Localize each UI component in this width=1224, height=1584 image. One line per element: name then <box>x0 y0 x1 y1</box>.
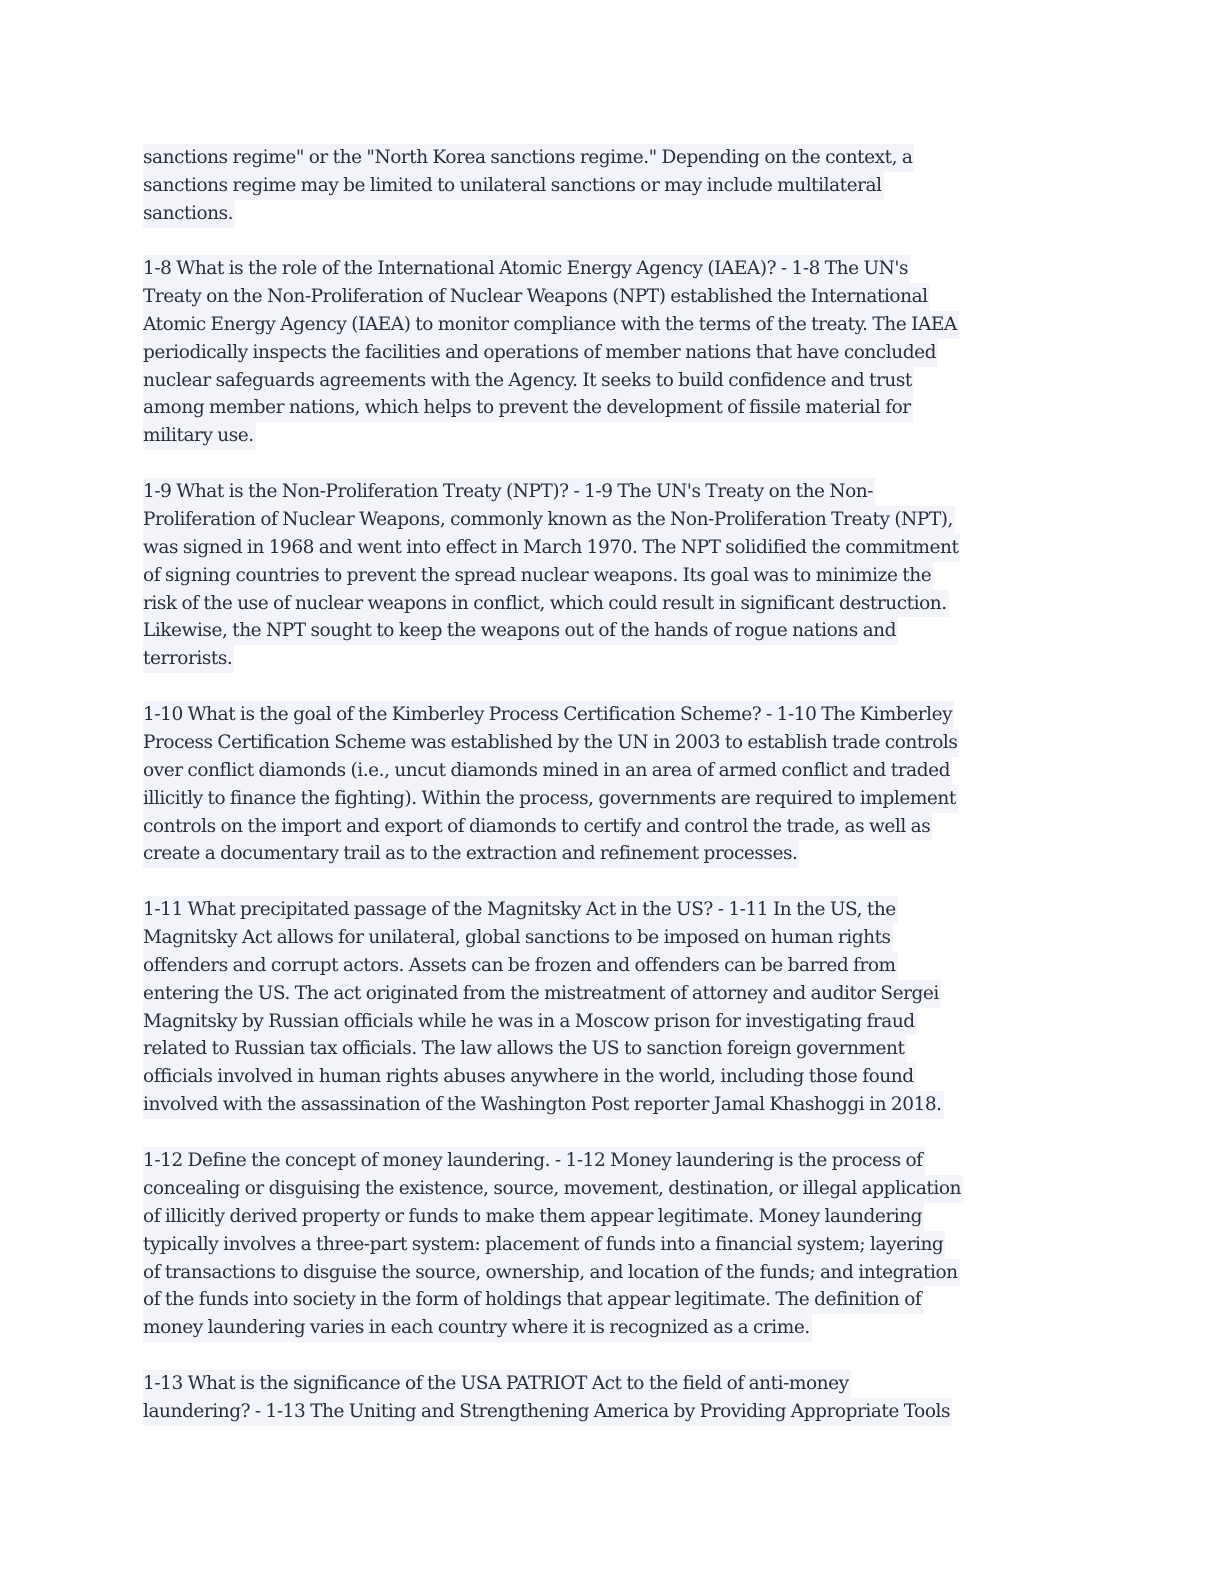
text-line: entering the US. The act originated from the mistreatment of attorney and auditor Sergei <box>143 980 944 1008</box>
text-line: Magnitsky by Russian officials while he was in a Moscow prison for investigating fraud <box>143 1008 944 1036</box>
text-line: involved with the assassination of the Washington Post reporter Jamal Khashoggi in 2018. <box>143 1091 944 1119</box>
text-line: of transactions to disguise the source, ownership, and location of the funds; and integration <box>143 1259 963 1287</box>
text-line: over conflict diamonds (i.e., uncut diamonds mined in an area of armed conflict and traded <box>143 757 959 785</box>
paragraph-1-11-magnitsky <box>143 896 944 1119</box>
paragraph-sanctions-regime <box>143 144 914 228</box>
text-line: of illicitly derived property or funds to make them appear legitimate. Money laundering <box>143 1203 963 1231</box>
text-line: Proliferation of Nuclear Weapons, commonly known as the Non-Proliferation Treaty (NPT), <box>143 506 960 534</box>
text-line: military use. <box>143 422 959 450</box>
text-line: 1-13 What is the significance of the USA PATRIOT Act to the field of anti-money <box>143 1370 952 1398</box>
text-line: offenders and corrupt actors. Assets can be frozen and offenders can be barred from <box>143 952 944 980</box>
text-line: sanctions regime may be limited to unilateral sanctions or may include multilateral <box>143 172 914 200</box>
text-line: Magnitsky Act allows for unilateral, global sanctions to be imposed on human rights <box>143 924 944 952</box>
text-line: among member nations, which helps to prevent the development of fissile material for <box>143 394 959 422</box>
paragraph-1-13-patriot-act <box>143 1370 952 1426</box>
text-line: sanctions regime" or the "North Korea sanctions regime." Depending on the context, a <box>143 144 914 172</box>
text-line: periodically inspects the facilities and operations of member nations that have concluded <box>143 339 959 367</box>
text-line: controls on the import and export of diamonds to certify and control the trade, as well as <box>143 813 959 841</box>
text-line: risk of the use of nuclear weapons in conflict, which could result in significant destruction. <box>143 590 960 618</box>
paragraph-1-10-kimberley <box>143 701 959 868</box>
text-line: related to Russian tax officials. The law allows the US to sanction foreign government <box>143 1035 944 1063</box>
text-line: 1-8 What is the role of the International Atomic Energy Agency (IAEA)? - 1-8 The UN's <box>143 255 959 283</box>
text-line: 1-10 What is the goal of the Kimberley Process Certification Scheme? - 1-10 The Kimberley <box>143 701 959 729</box>
text-line: illicitly to finance the fighting). Within the process, governments are required to implement <box>143 785 959 813</box>
text-line: terrorists. <box>143 645 960 673</box>
text-line: typically involves a three-part system: placement of funds into a financial system; layering <box>143 1231 963 1259</box>
text-line: 1-11 What precipitated passage of the Magnitsky Act in the US? - 1-11 In the US, the <box>143 896 944 924</box>
paragraph-1-8-iaea <box>143 255 959 450</box>
text-line: 1-12 Define the concept of money laundering. - 1-12 Money laundering is the process of <box>143 1147 963 1175</box>
text-line: laundering? - 1-13 The Uniting and Strengthening America by Providing Appropriate Tools <box>143 1398 952 1426</box>
text-line: sanctions. <box>143 200 914 228</box>
text-line: nuclear safeguards agreements with the Agency. It seeks to build confidence and trust <box>143 367 959 395</box>
text-line: was signed in 1968 and went into effect in March 1970. The NPT solidified the commitment <box>143 534 960 562</box>
text-line: concealing or disguising the existence, source, movement, destination, or illegal application <box>143 1175 963 1203</box>
text-line: Treaty on the Non-Proliferation of Nuclear Weapons (NPT) established the International <box>143 283 959 311</box>
text-line: create a documentary trail as to the extraction and refinement processes. <box>143 840 959 868</box>
text-line: of signing countries to prevent the spread nuclear weapons. Its goal was to minimize the <box>143 562 960 590</box>
text-line: of the funds into society in the form of holdings that appear legitimate. The definition of <box>143 1286 963 1314</box>
text-line: officials involved in human rights abuses anywhere in the world, including those found <box>143 1063 944 1091</box>
text-line: Likewise, the NPT sought to keep the weapons out of the hands of rogue nations and <box>143 617 960 645</box>
paragraph-1-12-money-laundering <box>143 1147 963 1342</box>
text-line: money laundering varies in each country where it is recognized as a crime. <box>143 1314 963 1342</box>
text-line: Atomic Energy Agency (IAEA) to monitor compliance with the terms of the treaty. The IAEA <box>143 311 959 339</box>
text-line: 1-9 What is the Non-Proliferation Treaty (NPT)? - 1-9 The UN's Treaty on the Non- <box>143 478 960 506</box>
text-line: Process Certification Scheme was established by the UN in 2003 to establish trade controls <box>143 729 959 757</box>
paragraph-1-9-npt <box>143 478 960 673</box>
